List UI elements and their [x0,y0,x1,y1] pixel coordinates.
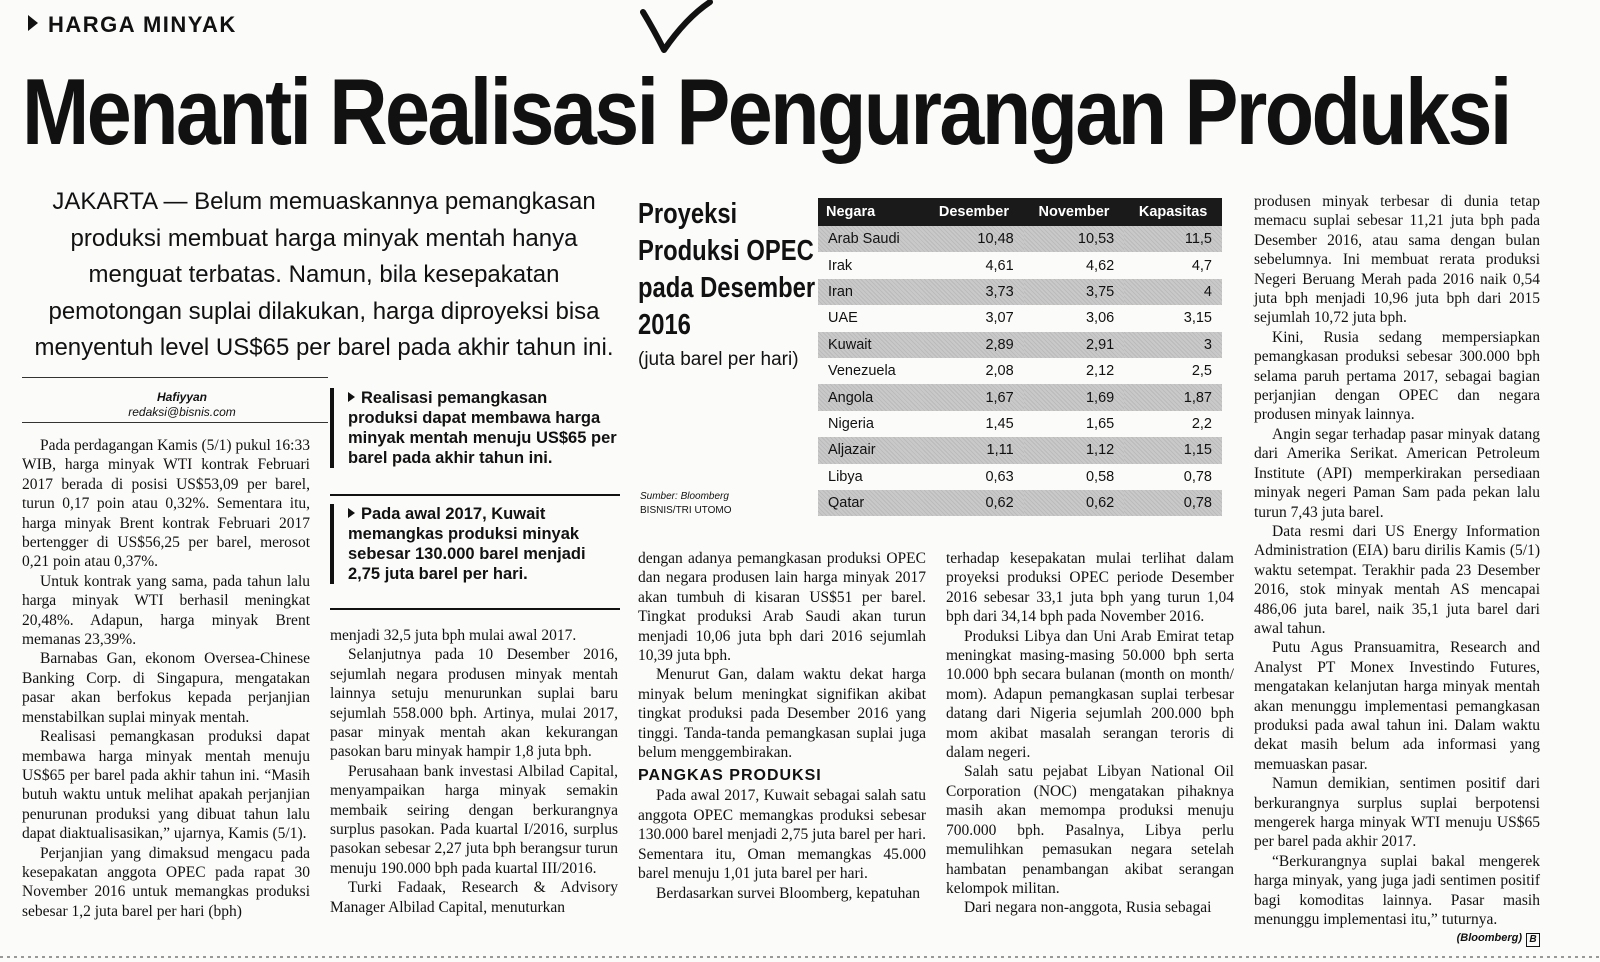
value-cell: 0,78 [1124,490,1222,516]
table-row [818,279,1222,305]
pullquote-2 [330,504,620,584]
country-cell: Libya [828,468,863,485]
pullquote-text: Realisasi pemangkasan produksi dapat membawa harga minyak mentah menuju US$65 per barel pada akhir tahun ini. [348,389,617,467]
article-column-1 [22,436,310,921]
value-cell: 10,48 [924,226,1024,252]
header-cell: Negara [818,198,924,226]
article-column-5 [1254,192,1540,949]
value-cell: 0,62 [1024,490,1125,516]
table-row [818,305,1222,331]
value-cell: 0,62 [924,490,1024,516]
paragraph: Barnabas Gan, ekonom Oversea-Chinese Banking Corp. di Singapura, mengatakan pasar akan berfokus kepada perjanjian menstabilkan suplai minyak mentah. [22,650,310,726]
table-row [818,226,1222,252]
value-cell: 4,7 [1191,257,1212,274]
paragraph: Perusahaan bank investasi Albilad Capital, menyampaikan harga minyak semakin membaik seiring dengan berkurangnya surplus pasokan. Pada kuartal I/2016, surplus pasokan sebesar 2,27 juta bph berangsur turun menuju 190.000 bph pada kuartal III/2016. [330,762,618,877]
table-unit: (juta barel per hari) [638,349,799,370]
table-row [818,464,1222,490]
author-name: Hafiyyan [156,390,208,404]
paragraph: dengan adanya pemangkasan produksi OPEC dan negara produsen lain harga minyak 2017 akan tumbuh di kisaran US$51 per barel. Tingkat produksi Arab Saudi akan turun menjadi 10,06 juta bph dari 2016 sejumlah 10,39 juta bph. [638,550,926,665]
country-cell: Arab Saudi [818,226,924,252]
value-cell: 3,06 [1085,310,1115,327]
paragraph: menjadi 32,5 juta bph mulai awal 2017. [330,627,577,644]
country-cell: Kuwait [818,332,924,358]
author-email: redaksi@bisnis.com [128,405,236,419]
paragraph: Namun demikian, sentimen positif dari berkurangnya surplus suplai berpotensi mengerek harga minyak WTI menuju US$65 per barel pada akhir 2017. [1254,775,1540,851]
bottom-border [0,956,1600,958]
paragraph: Kini, Rusia sedang mempersiapkan pemangkasan produksi sebesar 300.000 bph selama paruh pertama 2017, sebagai bagian perjanjian dengan OPEC dan negara produsen minyak lainnya. [1254,328,1540,424]
value-cell: 1,69 [1024,384,1125,410]
divider [330,608,620,610]
paragraph: Salah satu pejabat Libyan National Oil Corporation (NOC) mengatakan pihaknya masih akan memompa produksi menuju 700.000 bph. Pasalnya, Libya perlu memulihkan pemasukan negara setelah hambatan penambangan akibat serangan kelompok militan. [946,763,1234,897]
value-cell: 3 [1124,332,1222,358]
table-source [640,490,732,518]
table-row [818,490,1222,516]
signoff [1254,929,1540,948]
lead-paragraph: JAKARTA — Belum memuaskannya pemangkasan produksi membuat harga minyak mentah hanya menguat terbatas. Namun, bila kesepakatan pemotongan suplai dilakukan, harga diproyeksi bisa menyentuh level US$65 per barel pada akhir tahun ini. [34,188,614,361]
paragraph: Perjanjian yang dimaksud mengacu pada kesepakatan anggota OPEC pada rapat 30 November 2016 untuk memangkas produksi sebesar 1,2 juta barel per hari (bph) [22,844,310,920]
value-cell: 3,15 [1183,310,1212,327]
paragraph: Untuk kontrak yang sama, pada tahun lalu harga minyak WTI berhasil meningkat 20,48%. Adapun, harga minyak Brent memanas 23,39%. [22,572,310,649]
paragraph: terhadap kesepakatan mulai terlihat dalam proyeksi produksi OPEC periode Desember 2016 sebesar 33,1 juta bph yang turun 1,04 bph dari 34,14 bph pada November 2016. [946,550,1234,626]
table-row [818,411,1222,437]
country-cell: Aljazair [818,437,924,463]
triangle-bullet-icon [348,508,355,518]
paragraph: Putu Agus Pransuamitra, Research and Analyst PT Monex Investindo Futures, mengatakan kelanjutan harga minyak mentah akan menunggu implementasi pemangkasan produksi pada awal tahun ini. Dalam waktu dekat masih belum ada informasi yang memuaskan pasar. [1254,639,1540,773]
pullquote-text: Pada awal 2017, Kuwait memangkas produksi minyak sebesar 130.000 barel menjadi 2,75 juta barel per hari. [348,505,586,583]
header-cell: November [1024,198,1125,226]
graphic-credit: BISNIS/TRI UTOMO [640,505,732,516]
value-cell: 0,63 [985,468,1014,485]
value-cell: 0,78 [1183,468,1212,485]
kicker-text: HARGA MINYAK [48,12,237,37]
value-cell: 0,58 [1085,468,1115,485]
paragraph: Realisasi pemangkasan produksi dapat membawa harga minyak mentah menuju US$65 per barel pada akhir tahun ini. “Masih butuh waktu untuk melihat apakah perjanjian penurunan produksi yang dibuat tahun lalu dapat diaktualisasikan,” ujarnya, Kamis (5/1). [22,728,310,843]
value-cell: 3,75 [1024,279,1125,305]
header-cell: Desember [924,198,1024,226]
article-column-2 [330,626,618,917]
paragraph: Produksi Libya dan Uni Arab Emirat tetap meningkat masing-masing 50.000 bph serta 10.000 bph secara bulanan (month on month/ mom). Adapun pemangkasan suplai terbesar datang dari Nigeria sejumlah 200.000 bph mom akibat masalah serangan teroris di dalam negeri. [946,627,1234,762]
divider [330,494,620,496]
country-cell: Angola [818,384,924,410]
paragraph: Angin segar terhadap pasar minyak datang dari Amerika Serikat. American Petroleum Institute (API) memperkirakan persediaan minyak negeri Paman Sam pada pekan lalu turun 7,43 juta barel. [1254,425,1540,521]
table-row [818,437,1222,463]
value-cell: 3,07 [985,310,1014,327]
country-cell: Nigeria [828,415,874,432]
value-cell: 2,08 [985,363,1014,380]
value-cell: 1,67 [924,384,1024,410]
country-cell: Venezuela [828,363,896,380]
paragraph: Dari negara non-anggota, Rusia sebagai [964,899,1212,917]
opec-production-table [818,198,1222,516]
table-row [818,252,1222,278]
table-row [818,384,1222,410]
table-row [818,358,1222,384]
value-cell: 4 [1124,279,1222,305]
value-cell: 1,65 [1085,415,1115,432]
paragraph: Data resmi dari US Energy Information Administration (EIA) baru dirilis Kamis (5/1) waktu setempat. Terakhir pada 23 Desember 2016, stok minyak mentah AS mencapai 486,06 juta barel, naik 35,1 juta barel dari awal tahun. [1254,522,1540,637]
value-cell: 3,73 [924,279,1024,305]
triangle-bullet-icon [28,15,38,31]
checkmark-icon [640,0,730,55]
value-cell: 1,45 [985,415,1014,432]
section-kicker [28,12,237,38]
value-cell: 2,2 [1191,415,1212,432]
country-cell: Qatar [818,490,924,516]
table-header-row [818,198,1222,226]
value-cell: 1,87 [1124,384,1222,410]
article-column-4 [946,549,1234,918]
headline: Menanti Realisasi Pengurangan Produksi [22,59,1510,164]
value-cell: 1,12 [1024,437,1125,463]
pullquote-1 [330,388,620,468]
byline [22,390,342,420]
table-row [818,332,1222,358]
value-cell: 1,11 [924,437,1024,463]
value-cell: 4,62 [1085,257,1115,274]
subheading: PANGKAS PRODUKSI [638,767,822,785]
country-cell: UAE [828,310,858,327]
country-cell: Irak [828,257,853,274]
article-column-3 [638,549,926,903]
paragraph: Menurut Gan, dalam waktu dekat harga minyak belum meningkat signifikan akibat tingkat produksi pada Desember 2016 yang tinggi. Tanda-tanda pemangkasan suplai juga belum menggembirakan. [638,666,926,762]
source-label: Sumber: Bloomberg [640,491,729,502]
paragraph: Pada awal 2017, Kuwait sebagai salah satu anggota OPEC memangkas produksi sebesar 130.000 barel menjadi 2,75 juta barel per hari. Sementara itu, Oman memangkas 45.000 barel menuju 1,01 juta barel per hari. [638,787,926,883]
value-cell: 2,89 [924,332,1024,358]
signoff-text: (Bloomberg) [1456,932,1522,945]
paragraph: produsen minyak terbesar di dunia tetap memacu suplai sebesar 11,21 juta bph pada Desember 2016, atau sama dengan bulan sebelumnya. Ini membuat rerata produksi Negeri Beruang Merah pada 2016 naik 0,54 juta bph menjadi 10,96 juta bph dari 2015 sejumlah 10,72 juta bph. [1254,193,1540,327]
triangle-bullet-icon [348,392,355,402]
value-cell: 10,53 [1024,226,1125,252]
table-title: Proyeksi Produksi OPEC pada Desember 2016 [638,198,816,341]
value-cell: 1,15 [1124,437,1222,463]
country-cell: Iran [818,279,924,305]
value-cell: 2,5 [1191,363,1212,380]
header-cell: Kapasitas [1124,198,1222,226]
paragraph: “Berkurangnya suplai bakal mengerek harga minyak, yang juga jadi sentimen positif bagi komoditas lainnya. Pasar masih menunggu implementasi itu,” tuturnya. [1254,852,1540,929]
paragraph: Berdasarkan survei Bloomberg, kepatuhan [656,884,920,902]
paragraph: Pada perdagangan Kamis (5/1) pukul 16:33 WIB, harga minyak WTI kontrak Februari 2017 berada di posisi US$53,09 per barel, turun 0,17 poin atau 0,32%. Sementara itu, harga minyak Brent kontrak Februari 2017 bertengger di US$56,25 per barel, merosot 0,21 poin atau 0,37%. [22,437,310,571]
end-mark-icon: B [1526,933,1540,947]
value-cell: 4,61 [985,257,1014,274]
paragraph: Selanjutnya pada 10 Desember 2016, sejumlah negara produsen minyak mentah lainnya setuju menurunkan suplai baru sejumlah 558.000 bph. Artinya, mulai 2017, pasar minyak mentah akan kekurangan pasokan baru minyak hampir 1,8 juta bph. [330,646,618,761]
paragraph: Turki Fadaak, Research & Advisory Manager Albilad Capital, menuturkan [330,879,618,916]
value-cell: 11,5 [1124,226,1222,252]
value-cell: 2,12 [1085,363,1115,380]
divider [22,377,328,378]
divider [22,422,328,423]
value-cell: 2,91 [1024,332,1125,358]
